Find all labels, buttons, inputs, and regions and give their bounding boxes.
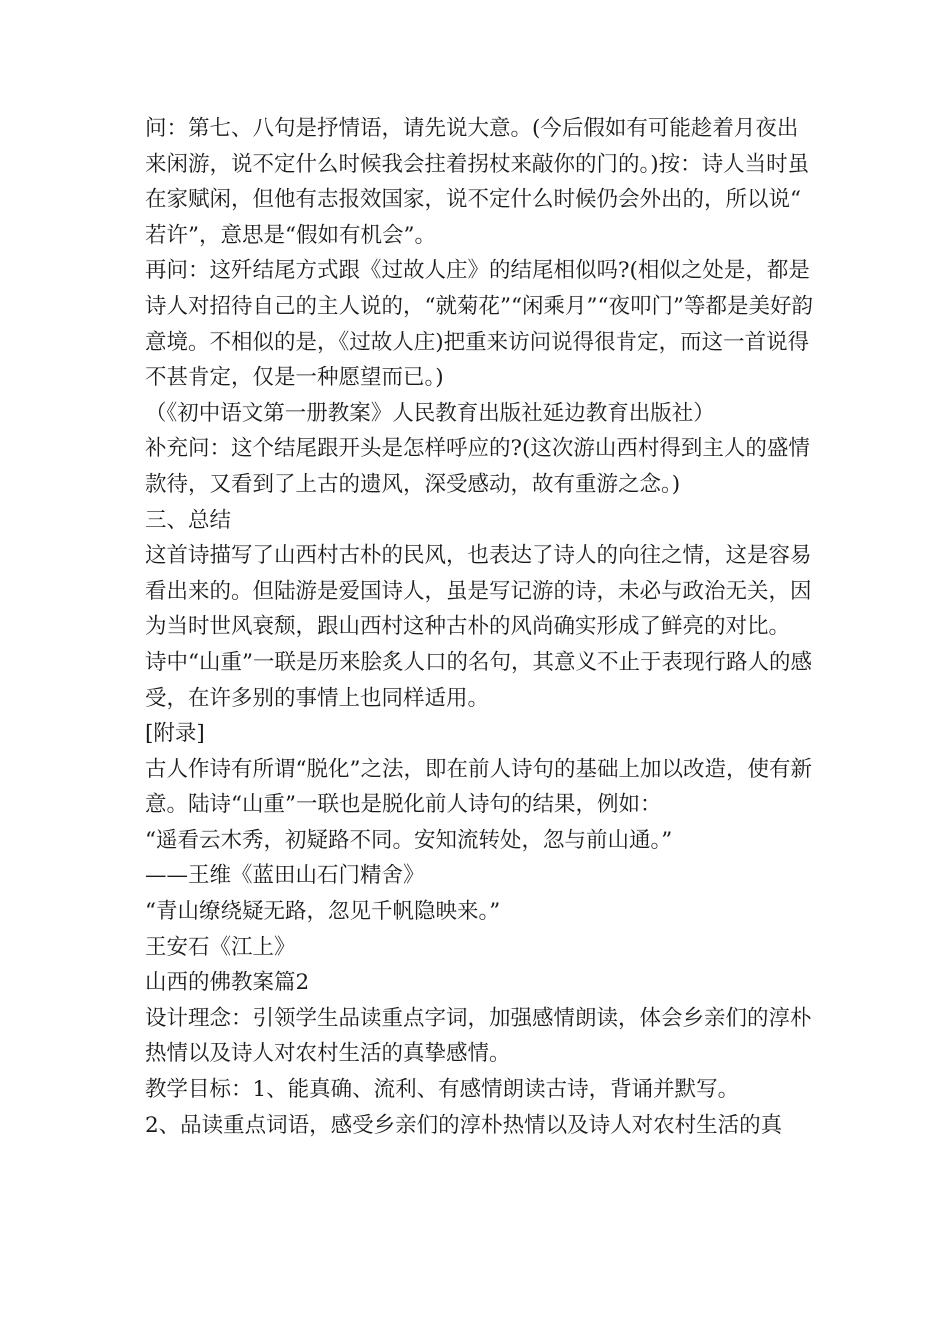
lesson-plan-title: 山西的佛教案篇2: [145, 970, 310, 996]
paragraph-source-citation: （《初中语文第一册教案》人民教育出版社延边教育出版社）: [145, 400, 715, 426]
paragraph-question-lines-7-8: 问：第七、八句是抒情语，请先说大意。(今后假如有可能趁着月夜出来闲游，说不定什么时候我会拄着拐杖来敲你的门的。)按：诗人当时虽在家赋闲，但他有志报效国家，说不定什么时候仍会外出的，所以说“若许”，意思是“假如有机会”。: [145, 116, 810, 248]
section-heading-summary: 三、总结: [145, 507, 232, 533]
paragraph-second-question: 再问：这歼结尾方式跟《过故人庄》的结尾相似吗?(相似之处是，都是诗人对招待自己的主人说的，“就菊花”“闲乘月”“夜叩门”等都是美好韵意境。不相似的是，《过故人庄)把重来访问说得很肯定，而这一首说得不甚肯定，仅是一种愿望而已。): [145, 258, 813, 391]
document-body: [145, 111, 815, 1143]
paragraph-teaching-goal-2: 2、品读重点词语，感受乡亲们的淳朴热情以及诗人对农村生活的真: [145, 1112, 783, 1138]
paragraph-supplementary-question: 补充问：这个结尾跟开头是怎样呼应的?(这次游山西村得到主人的盛情款待，又看到了上古的遗风，深受感动，故有重游之念。): [145, 436, 810, 497]
paragraph-summary-1: 这首诗描写了山西村古朴的民风，也表达了诗人的向往之情，这是容易看出来的。但陆游是爱国诗人，虽是写记游的诗，未必与政治无关，因为当时世风衰颓，跟山西村这种古朴的风尚确实形成了鲜亮的对比。: [145, 543, 812, 640]
paragraph-summary-2: 诗中“山重”一联是历来脍炙人口的名句，其意义不止于表现行路人的感受，在许多别的事情上也同样适用。: [145, 649, 812, 711]
section-heading-appendix: [附录]: [145, 721, 205, 747]
quote-wang-wei: “遥看云木秀，初疑路不同。安知流转处，忽与前山通。”: [145, 827, 673, 853]
paragraph-appendix-intro: 古人作诗有所谓“脱化”之法，即在前人诗句的基础上加以改造，使有新意。陆诗“山重”一联也是脱化前人诗句的结果，例如：: [145, 756, 812, 818]
quote-attribution-wang-anshi: 王安石《江上》: [145, 934, 296, 960]
quote-wang-anshi: “青山缭绕疑无路，忽见千帆隐映来。”: [145, 899, 501, 925]
quote-attribution-wang-wei: ——王维《蓝田山石门精舍》: [145, 863, 425, 889]
paragraph-design-concept: 设计理念：引领学生品读重点字词，加强感情朗读，体会乡亲们的淳朴热情以及诗人对农村生活的真挚感情。: [145, 1005, 812, 1067]
paragraph-teaching-goal-1: 教学目标：1、能真确、流利、有感情朗读古诗，背诵并默写。: [145, 1077, 740, 1103]
